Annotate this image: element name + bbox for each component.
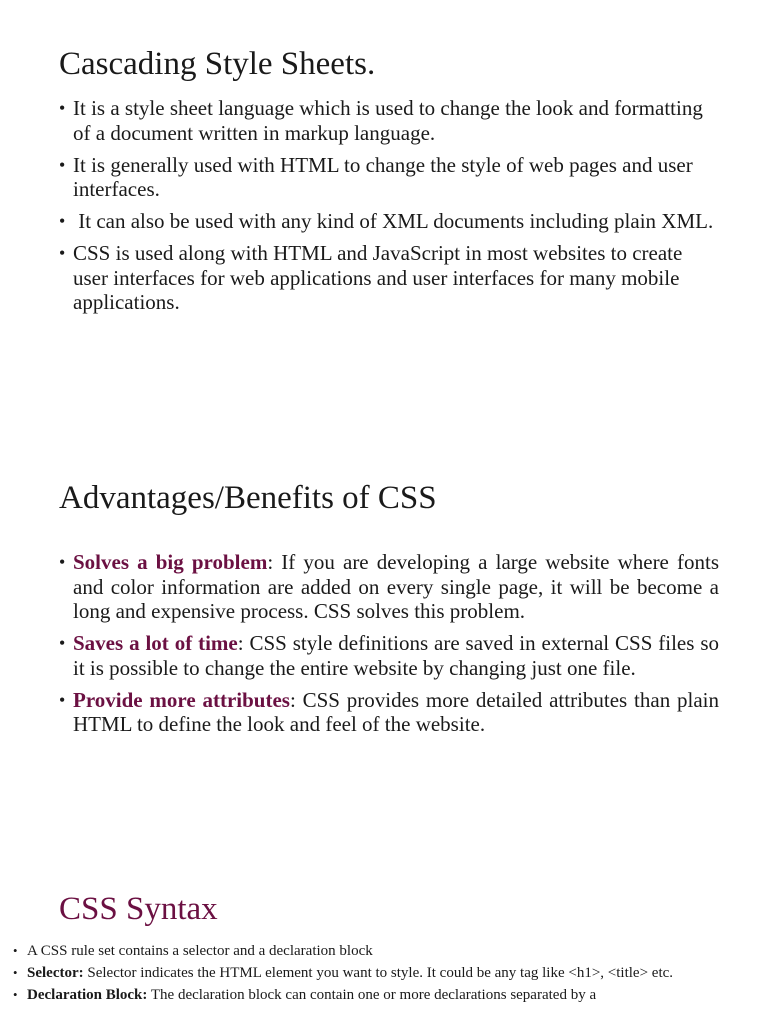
bullet-icon: •	[59, 633, 66, 653]
advantage-text: : CSS provides more detailed attributes than plain HTML to define the look and feel of the website.	[73, 687, 719, 736]
advantage-text: : CSS style definitions are saved in external CSS files so it is possible to change the entire website by changing just one file.	[73, 631, 719, 680]
list-item	[59, 153, 719, 202]
list-item	[59, 209, 719, 234]
slide-title-css-intro: Cascading Style Sheets.	[59, 46, 376, 82]
bullet-text: It is generally used with HTML to change the style of web pages and user interfaces.	[73, 152, 693, 201]
list-item	[59, 688, 719, 737]
bullet-icon: •	[13, 966, 18, 980]
bullet-icon: •	[59, 211, 66, 231]
bullet-icon: •	[13, 988, 18, 1002]
advantage-term: Solves a big problem	[73, 550, 268, 574]
advantage-term: Saves a lot of time	[73, 631, 238, 655]
syntax-bullet-list	[13, 942, 713, 1008]
bullet-icon: •	[59, 154, 66, 175]
syntax-text: Selector indicates the HTML element you want to style. It could be any tag like <h1>, <title> etc.	[83, 965, 674, 981]
list-item	[13, 964, 713, 983]
bullet-icon: •	[59, 552, 66, 572]
intro-bullet-list	[59, 96, 719, 322]
list-item	[59, 241, 719, 315]
advantage-text: : If you are developing a large website where fonts and color information are added on every single page, it will be become a long and expensive process. CSS solves this problem.	[73, 550, 719, 623]
syntax-term: Selector:	[27, 965, 84, 981]
bullet-icon: •	[59, 243, 66, 263]
bullet-icon: •	[59, 98, 66, 118]
list-item	[59, 550, 719, 624]
bullet-text: It is a style sheet language which is used to change the look and formatting of a document written in markup language.	[73, 96, 703, 145]
syntax-text: The declaration block can contain one or more declarations separated by a	[147, 987, 597, 1003]
slide-title-syntax: CSS Syntax	[59, 891, 218, 927]
list-item	[13, 942, 713, 961]
list-item	[13, 986, 713, 1005]
list-item	[59, 96, 719, 145]
bullet-text: It can also be used with any kind of XML documents including plain XML.	[73, 209, 714, 233]
syntax-term: Declaration Block:	[27, 987, 148, 1003]
slide-title-advantages: Advantages/Benefits of CSS	[59, 480, 437, 516]
bullet-text: CSS is used along with HTML and JavaScript in most websites to create user interfaces for web applications and user interfaces for many mobile applications.	[73, 241, 683, 314]
bullet-icon: •	[13, 944, 18, 958]
advantages-bullet-list	[59, 550, 719, 744]
list-item	[59, 631, 719, 680]
syntax-text: A CSS rule set contains a selector and a declaration block	[27, 943, 373, 959]
advantage-term: Provide more attributes	[73, 687, 290, 712]
bullet-icon: •	[59, 689, 66, 710]
